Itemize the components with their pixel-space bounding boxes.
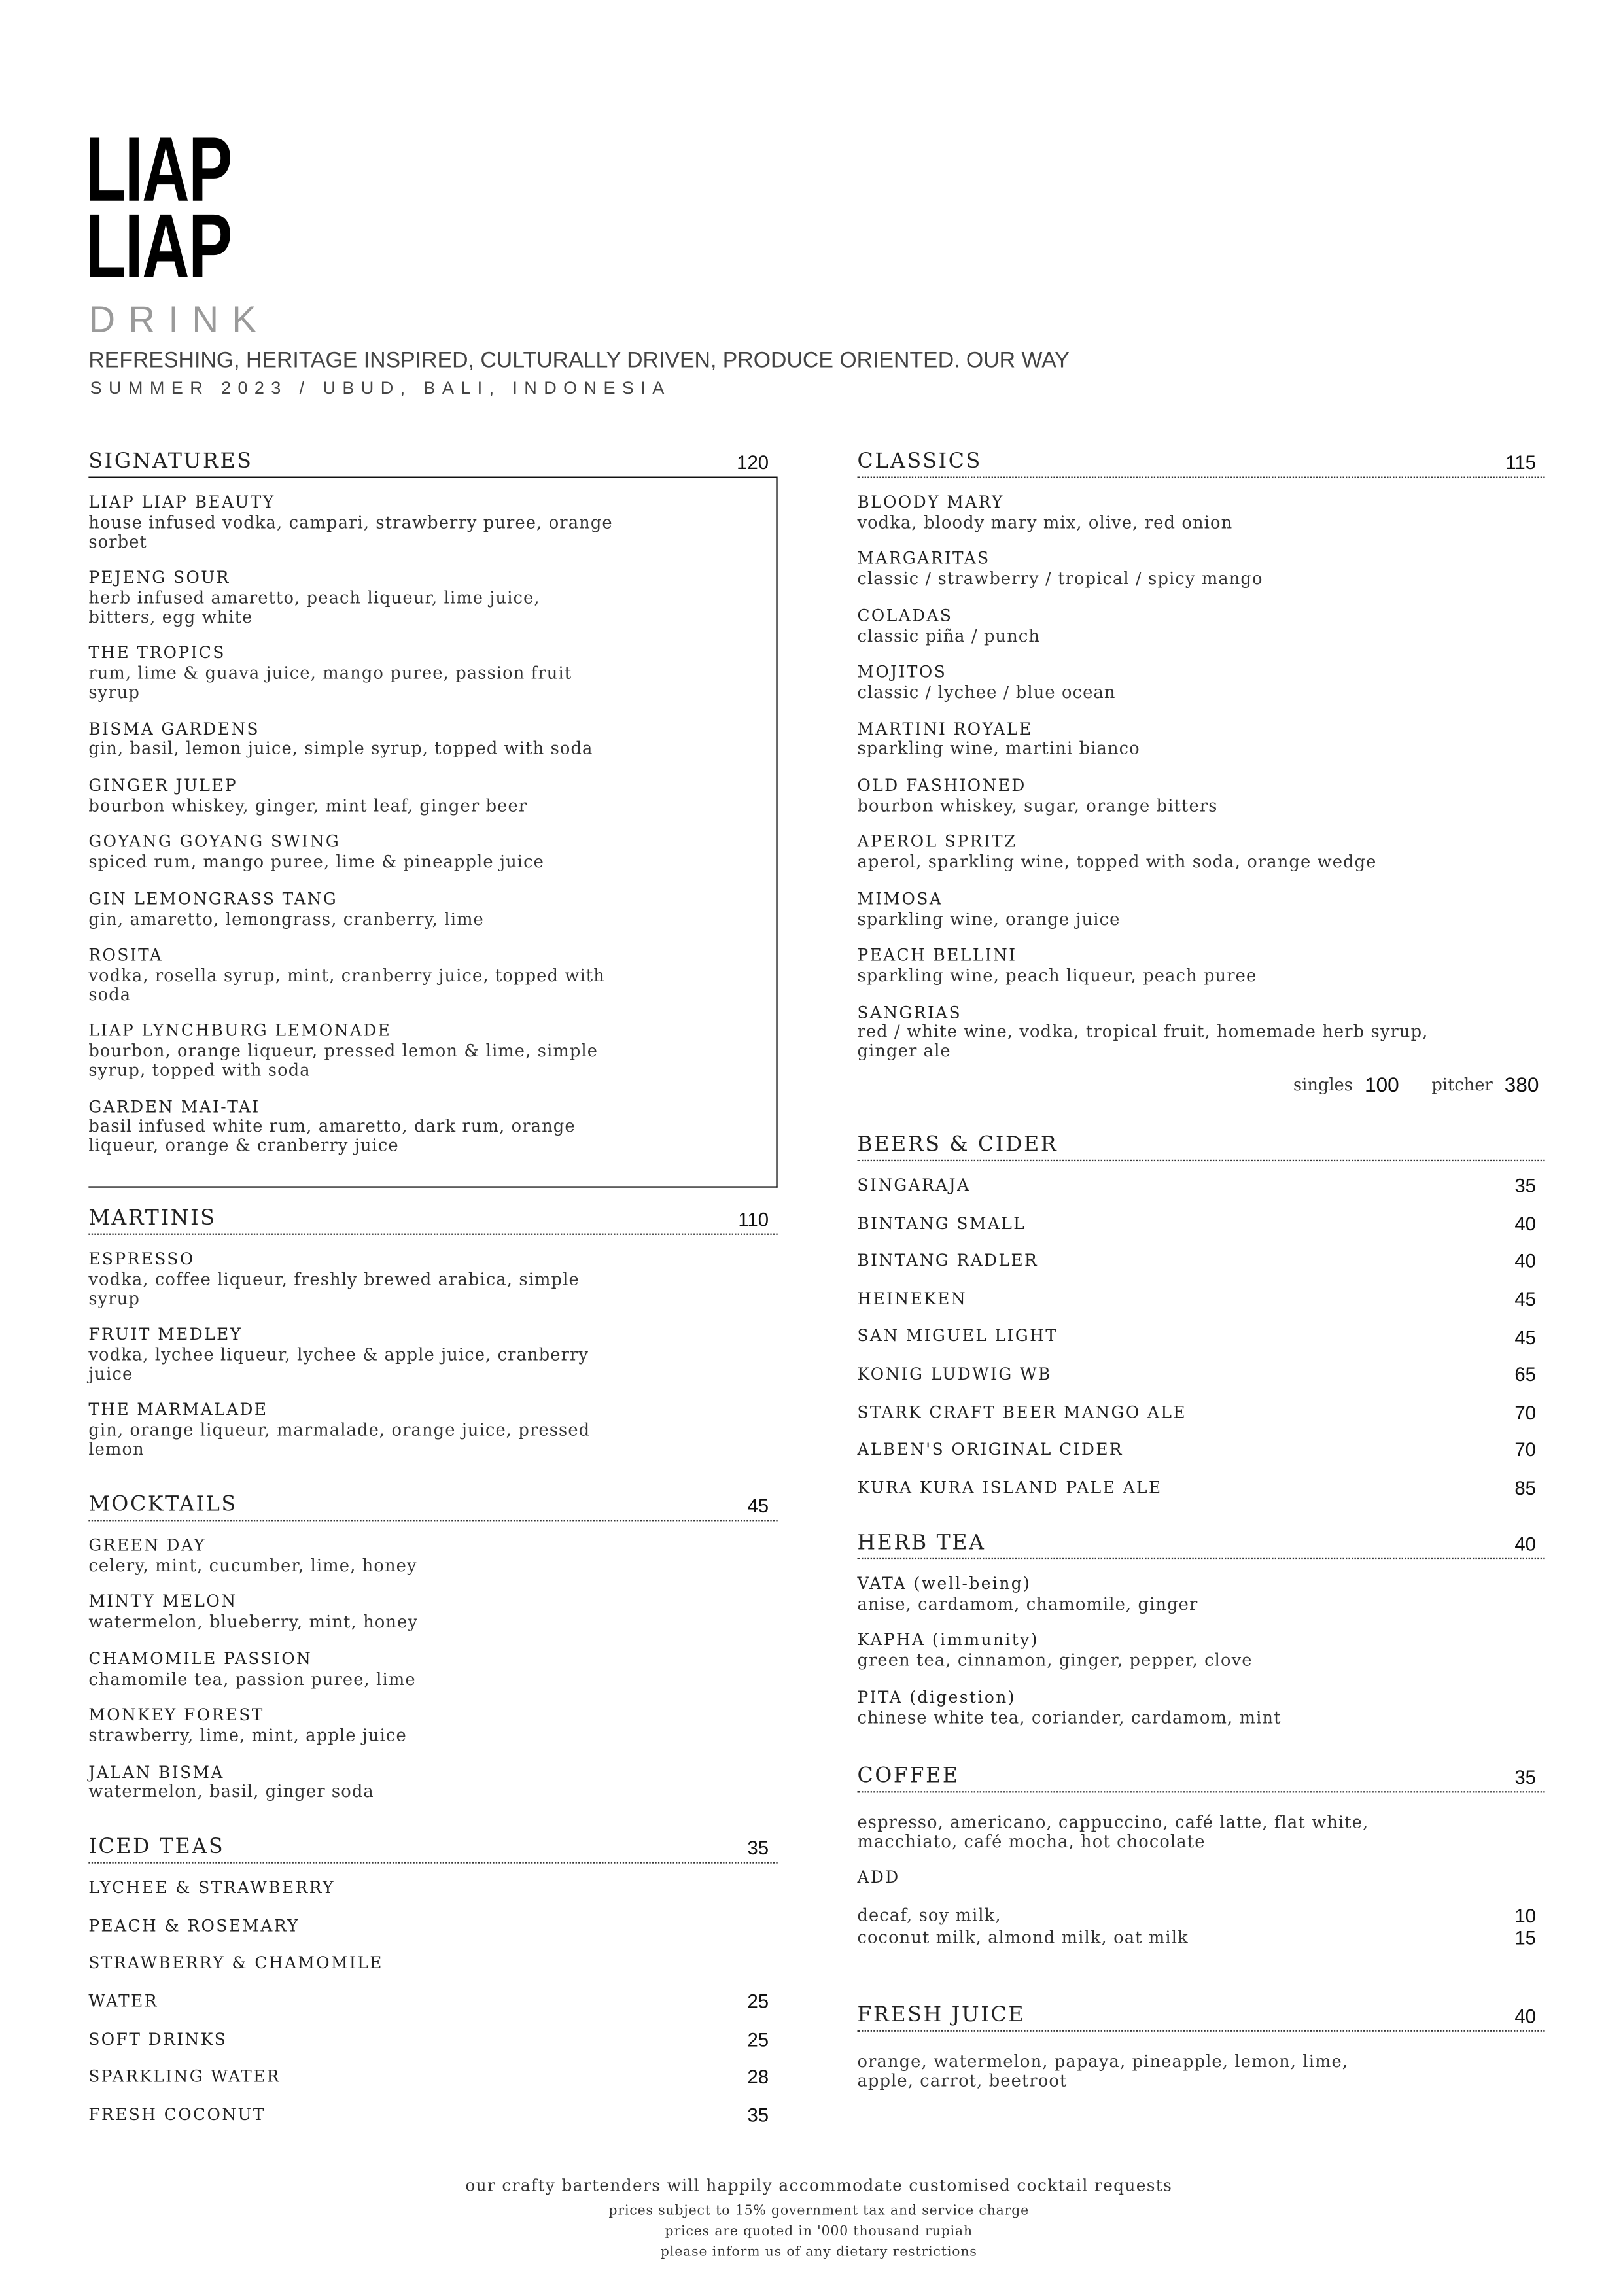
menu-item xyxy=(88,834,776,872)
menu-item xyxy=(857,1318,1544,1356)
item-description: red / white wine, vodka, tropical fruit, homemade herb syrup, ginger ale xyxy=(857,1021,1429,1061)
item-description: house infused vodka, campari, strawberry puree, orange sorbet xyxy=(88,512,613,551)
section-title: FRESH JUICE xyxy=(857,2003,1026,2028)
item-price: 25 xyxy=(747,2028,769,2051)
menu-item xyxy=(88,891,776,929)
item-description: rum, lime & guava juice, mango puree, passion fruit syrup xyxy=(88,663,572,703)
item-price: 25 xyxy=(747,1991,769,2013)
addon-item xyxy=(857,1905,1544,1928)
pitcher-label: pitcher xyxy=(1431,1073,1493,1095)
menu-item xyxy=(88,570,776,627)
menu-item xyxy=(88,1650,777,1688)
item-price: 40 xyxy=(1514,1212,1536,1235)
menu-item xyxy=(857,1167,1544,1205)
item-list xyxy=(88,1983,777,2134)
menu-item xyxy=(88,1594,777,1632)
section-price: 35 xyxy=(1514,1765,1536,1788)
item-description: gin, orange liqueur, marmalade, orange juice, pressed lemon xyxy=(88,1419,591,1459)
addon-price: 10 xyxy=(1514,1905,1536,1928)
footer-dietary: please inform us of any dietary restrictions xyxy=(660,2245,977,2261)
section-header xyxy=(88,1832,777,1863)
section-title: BEERS & CIDER xyxy=(857,1133,1058,1157)
footer-currency: prices are quoted in '000 thousand rupiah xyxy=(665,2225,973,2240)
item-price: 85 xyxy=(1514,1476,1536,1499)
section-iced-teas xyxy=(88,1832,777,1983)
section-header xyxy=(857,2000,1544,2031)
section-header xyxy=(857,1762,1544,1792)
menu-item xyxy=(857,1004,1544,1061)
item-name: GREEN DAY xyxy=(88,1535,207,1556)
menu-item xyxy=(88,1870,777,1907)
menu-item xyxy=(88,1098,776,1155)
item-name: WATER xyxy=(88,1991,158,2011)
logo-line-2: LIAP xyxy=(85,196,232,298)
pitcher-price: 380 xyxy=(1504,1072,1539,1096)
section-classics xyxy=(857,447,1544,1096)
item-description: chinese white tea, coriander, cardamom, mint xyxy=(857,1706,1282,1728)
item-price: 65 xyxy=(1514,1363,1536,1386)
item-description: aperol, sparkling wine, topped with soda, orange wedge xyxy=(857,851,1377,873)
footer-tax: prices subject to 15% government tax and service charge xyxy=(608,2204,1030,2219)
menu-item xyxy=(857,664,1544,702)
item-description: watermelon, basil, ginger soda xyxy=(88,1781,374,1802)
item-name: SPARKLING WATER xyxy=(88,2067,281,2087)
menu-item xyxy=(88,1707,777,1745)
item-description: vodka, coffee liqueur, freshly brewed arabica, simple syrup xyxy=(88,1268,580,1308)
section-price: 45 xyxy=(747,1493,769,1516)
section-price: 40 xyxy=(1514,2004,1536,2026)
item-list xyxy=(857,478,1544,1096)
addon-name: decaf, soy milk, xyxy=(857,1905,1002,1926)
item-name: MOJITOS xyxy=(857,663,947,682)
menu-item xyxy=(88,645,776,702)
item-list xyxy=(857,1161,1544,1507)
item-description: chamomile tea, passion puree, lime xyxy=(88,1668,416,1689)
menu-item xyxy=(857,778,1544,816)
item-description: bourbon, orange liqueur, pressed lemon & lime, simple syrup, topped with soda xyxy=(88,1040,599,1080)
item-name: FRESH COCONUT xyxy=(88,2105,266,2125)
item-name: THE TROPICS xyxy=(88,644,226,663)
menu-item xyxy=(88,495,776,551)
item-name: BLOODY MARY xyxy=(857,493,1004,512)
item-name: FRUIT MEDLEY xyxy=(88,1325,243,1345)
item-description: classic / lychee / blue ocean xyxy=(857,681,1116,703)
item-description: green tea, cinnamon, ginger, pepper, clove xyxy=(857,1650,1253,1671)
section-signatures xyxy=(88,447,777,1187)
section-beers xyxy=(857,1130,1544,1507)
item-name: KONIG LUDWIG WB xyxy=(857,1365,1052,1384)
section-header xyxy=(857,447,1544,478)
item-price: 45 xyxy=(1514,1288,1536,1311)
item-name: GARDEN MAI-TAI xyxy=(88,1096,260,1117)
menu-item xyxy=(88,1907,777,1945)
section-herb-tea xyxy=(857,1529,1544,1746)
item-price: 35 xyxy=(1514,1175,1536,1197)
menu-item xyxy=(88,721,776,759)
section-title: COFFEE xyxy=(857,1764,960,1788)
item-name: CHAMOMILE PASSION xyxy=(88,1649,313,1669)
section-martinis xyxy=(88,1204,777,1478)
item-description: classic piña / punch xyxy=(857,625,1041,646)
item-description: strawberry, lime, mint, apple juice xyxy=(88,1724,407,1746)
item-description: vodka, lychee liqueur, lychee & apple juice, cranberry juice xyxy=(88,1344,589,1384)
menu-item xyxy=(857,495,1544,532)
add-label: ADD xyxy=(857,1867,900,1887)
item-description: classic / strawberry / tropical / spicy mango xyxy=(857,568,1263,589)
section-price: 115 xyxy=(1505,451,1536,473)
menu-item xyxy=(88,1764,777,1802)
section-header xyxy=(88,1490,777,1521)
menu-item xyxy=(857,1205,1544,1243)
item-description: herb infused amaretto, peach liqueur, lime juice, bitters, egg white xyxy=(88,587,540,627)
item-description: bourbon whiskey, sugar, orange bitters xyxy=(857,795,1218,816)
menu-item xyxy=(857,1356,1544,1394)
item-name: THE MARMALADE xyxy=(88,1400,268,1420)
tagline: REFRESHING, HERITAGE INSPIRED, CULTURALLY DRIVEN, PRODUCE ORIENTED. OUR WAY xyxy=(88,348,1070,374)
item-name: BISMA GARDENS xyxy=(88,719,260,739)
season-location: SUMMER 2023 / UBUD, BALI, INDONESIA xyxy=(90,377,671,398)
section-fresh-juice xyxy=(857,2000,1544,2090)
menu-item xyxy=(88,1251,777,1308)
menu-item xyxy=(88,778,776,816)
item-description: watermelon, blueberry, mint, honey xyxy=(88,1611,419,1633)
item-description: gin, amaretto, lemongrass, cranberry, lime xyxy=(88,908,484,929)
addon-price: 15 xyxy=(1514,1927,1536,1950)
item-name: BINTANG SMALL xyxy=(857,1213,1026,1233)
section-title: HERB TEA xyxy=(857,1531,986,1556)
item-name: MIMOSA xyxy=(857,889,943,909)
item-list xyxy=(857,1559,1544,1727)
item-name: MONKEY FOREST xyxy=(88,1705,264,1726)
section-header xyxy=(857,1130,1544,1161)
item-name: STRAWBERRY & CHAMOMILE xyxy=(88,1953,383,1974)
item-description: basil infused white rum, amaretto, dark rum, orange liqueur, orange & cranberry juice xyxy=(88,1115,576,1156)
item-name: MINTY MELON xyxy=(88,1592,237,1612)
item-name: ESPRESSO xyxy=(88,1249,195,1269)
item-description: sparkling wine, orange juice xyxy=(857,908,1121,929)
menu-item xyxy=(857,1469,1544,1507)
item-name: SOFT DRINKS xyxy=(88,2029,228,2049)
menu-item xyxy=(857,891,1544,929)
section-header xyxy=(88,447,777,478)
menu-item xyxy=(857,721,1544,759)
item-name: PEJENG SOUR xyxy=(88,568,230,588)
item-name: LIAP LYNCHBURG LEMONADE xyxy=(88,1021,392,1041)
item-list xyxy=(88,1864,777,1983)
menu-item xyxy=(857,1280,1544,1318)
item-list xyxy=(88,1521,777,1801)
item-name: KAPHA (immunity) xyxy=(857,1631,1039,1650)
item-name: PEACH BELLINI xyxy=(857,946,1017,965)
item-price: 35 xyxy=(747,2104,769,2127)
section-price: 120 xyxy=(737,451,769,473)
item-description: spiced rum, mango puree, lime & pineapple juice xyxy=(88,851,544,873)
item-description: vodka, bloody mary mix, olive, red onion xyxy=(857,512,1233,532)
item-name: OLD FASHIONED xyxy=(857,776,1026,795)
item-name: SAN MIGUEL LIGHT xyxy=(857,1327,1058,1346)
sangria-prices xyxy=(857,1073,1544,1096)
addon-name: coconut milk, almond milk, oat milk xyxy=(857,1927,1189,1949)
item-list xyxy=(88,1235,777,1459)
item-price: 70 xyxy=(1514,1439,1536,1461)
item-name: MARTINI ROYALE xyxy=(857,719,1033,739)
item-name: GOYANG GOYANG SWING xyxy=(88,832,341,852)
item-name: KURA KURA ISLAND PALE ALE xyxy=(857,1478,1162,1497)
item-name: HEINEKEN xyxy=(857,1289,968,1309)
item-name: ROSITA xyxy=(88,946,164,965)
menu-item xyxy=(857,947,1544,985)
item-description: celery, mint, cucumber, lime, honey xyxy=(88,1554,417,1576)
menu-item xyxy=(857,834,1544,872)
menu-subtitle: DRINK xyxy=(88,299,270,341)
item-name: PEACH & ROSEMARY xyxy=(88,1915,300,1936)
menu-item xyxy=(88,1402,777,1459)
item-name: LIAP LIAP BEAUTY xyxy=(88,493,275,512)
section-title: SIGNATURES xyxy=(88,449,253,474)
section-title: ICED TEAS xyxy=(88,1835,225,1859)
item-description: vodka, rosella syrup, mint, cranberry juice, topped with soda xyxy=(88,964,605,1005)
item-name: JALAN BISMA xyxy=(88,1762,224,1782)
menu-item xyxy=(88,2059,777,2096)
section-header xyxy=(88,1204,777,1234)
item-price: 40 xyxy=(1514,1250,1536,1273)
singles-price: 100 xyxy=(1365,1072,1399,1096)
footer-note: our crafty bartenders will happily accommodate customised cocktail requests xyxy=(465,2176,1173,2196)
item-description: sparkling wine, peach liqueur, peach puree xyxy=(857,964,1257,986)
item-description: anise, cardamom, chamomile, ginger xyxy=(857,1593,1198,1614)
menu-item xyxy=(857,1689,1544,1727)
section-price: 40 xyxy=(1514,1532,1536,1555)
item-name: SANGRIAS xyxy=(857,1002,962,1022)
item-name: LYCHEE & STRAWBERRY xyxy=(88,1878,335,1898)
item-name: STARK CRAFT BEER MANGO ALE xyxy=(857,1402,1187,1422)
menu-item xyxy=(857,1576,1544,1614)
item-name: PITA (digestion) xyxy=(857,1687,1016,1707)
menu-item xyxy=(857,551,1544,589)
singles-label: singles xyxy=(1293,1073,1353,1095)
juice-options: orange, watermelon, papaya, pineapple, lemon, lime, apple, carrot, beetroot xyxy=(857,2051,1349,2091)
item-name: COLADAS xyxy=(857,606,953,625)
section-price: 110 xyxy=(738,1208,769,1230)
section-title: MOCKTAILS xyxy=(88,1493,237,1517)
item-name: MARGARITAS xyxy=(857,549,990,569)
section-header xyxy=(857,1529,1544,1559)
menu-item xyxy=(88,1983,777,2021)
section-coffee xyxy=(857,1762,1544,1949)
section-price: 35 xyxy=(747,1835,769,1858)
section-title: CLASSICS xyxy=(857,449,983,474)
item-list xyxy=(88,478,777,1187)
item-name: VATA (well-being) xyxy=(857,1574,1032,1593)
menu-item xyxy=(857,1243,1544,1281)
menu-item xyxy=(88,947,776,1004)
menu-item xyxy=(88,1023,776,1080)
menu-item xyxy=(88,1945,777,1983)
menu-item xyxy=(88,1537,777,1575)
item-name: GINGER JULEP xyxy=(88,776,238,795)
coffee-options: espresso, americano, cappuccino, café latte, flat white, macchiato, café mocha, hot chocolate xyxy=(857,1811,1369,1852)
item-list xyxy=(857,1792,1544,1949)
menu-item xyxy=(857,1632,1544,1670)
item-description: gin, basil, lemon juice, simple syrup, topped with soda xyxy=(88,738,593,759)
menu-item xyxy=(88,2021,777,2059)
logo-line-1: LIAP xyxy=(85,119,232,222)
section-others xyxy=(88,1983,777,2134)
menu-item xyxy=(857,1431,1544,1469)
menu-item xyxy=(88,1327,777,1383)
item-name: SINGARAJA xyxy=(857,1175,971,1195)
addon-item xyxy=(857,1928,1544,1950)
menu-item xyxy=(857,608,1544,646)
menu-item xyxy=(857,1393,1544,1431)
menu-item xyxy=(88,2096,777,2134)
item-name: BINTANG RADLER xyxy=(857,1251,1039,1271)
item-price: 45 xyxy=(1514,1325,1536,1348)
item-description: bourbon whiskey, ginger, mint leaf, ginger beer xyxy=(88,795,528,816)
item-price: 28 xyxy=(747,2066,769,2089)
section-mocktails xyxy=(88,1490,777,1820)
item-price: 70 xyxy=(1514,1401,1536,1424)
item-name: APEROL SPRITZ xyxy=(857,832,1017,852)
item-list xyxy=(857,2032,1544,2090)
section-title: MARTINIS xyxy=(88,1206,217,1231)
item-name: ALBEN'S ORIGINAL CIDER xyxy=(857,1440,1124,1460)
item-name: GIN LEMONGRASS TANG xyxy=(88,889,338,909)
item-description: sparkling wine, martini bianco xyxy=(857,738,1140,759)
